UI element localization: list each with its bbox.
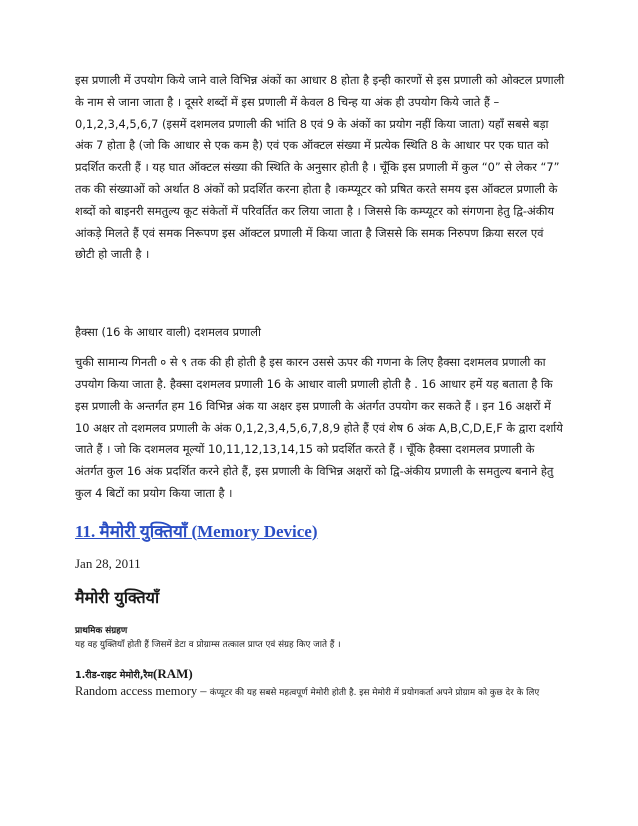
hexa-paragraph: चुकी सामान्य गिनती ० से ९ तक की ही होती है इस कारन उससे ऊपर की गणना के लिए हैक्सा दशमलव प्रणाली का उपयोग किया जाता है. हैक्सा दशमलव प्रणाली 16 के आधार वाली प्रणाली होती है . 16 आधार हमें यह बताता है कि इस प्रणाली के अन्तर्गत हम 16 विभिन्न अंक या अक्षर इस प्रणाली के अंतर्गत उपयोग कर सकते हैं । इन 16 अक्षरों में 10 अक्षर तो दशमलव प्रणाली के अंक 0,1,2,3,4,5,6,7,8,9 होते हैं एवं शेष 6 अंक A,B,C,D,E,F के द्वारा दर्शाये जाते हैं । जो कि दशमलव मूल्यों 10,11,12,13,14,15 को प्रदर्शित करते हैं । चूँकि हैक्सा दशमलव प्रणाली के अंतर्गत कुल 16 अंक प्रदर्शित करने होते हैं, इस प्रणाली के विभिन्न अक्षरों को द्वि-अंकीय प्रणाली के समतुल्य बनाने हेतु कुल 4 बिटों का प्रयोग किया जाता है । xyxy=(75,355,563,500)
ram-heading xyxy=(75,666,565,682)
ram-heading-abbr: (RAM) xyxy=(153,665,193,681)
ram-text-english: Random access memory – xyxy=(75,683,207,698)
primary-storage-heading: प्राथमिक संग्रहण xyxy=(75,625,128,636)
post-title: मैमोरी युक्तियाँ xyxy=(75,587,160,607)
octal-paragraph: इस प्रणाली में उपयोग किये जाने वाले विभिन्न अंकों का आधार 8 होता है इन्ही कारणों से इस प्रणाली को ओक्टल प्रणाली के नाम से जाना जाता है । दूसरे शब्दों में इस प्रणाली में केवल 8 चिन्ह या अंक ही उपयोग किये जाते हैं – 0,1,2,3,4,5,6,7 (इसमें दशमलव प्रणाली की भांति 8 एवं 9 के अंकों का प्रयोग नहीं किया जाता) यहाँ सबसे बड़ा अंक 7 होता है (जो कि आधार से एक कम है) एवं एक ऑक्टल संख्या में प्रत्येक स्थिति 8 के आधार पर एक घात को प्रदर्शित करती हैं । यह घात ऑक्टल संख्या की स्थिति के अनुसार होती है । चूँकि इस प्रणाली में कुल “0” से लेकर “7” तक की संख्याओं को अर्थात 8 अंकों को प्रदर्शित करना होता है ।कम्प्यूटर को प्रषित करते समय इस ऑक्टल प्रणाली के शब्दों को बाइनरी समतुल्य कूट संकेतों में परिवर्तित कर लिया जाता है । जिससे कि कम्प्यूटर को संगणना हेतु द्वि-अंकीय आंकड़े मिलते हैं एवं समक निरूपण इस ऑक्टल प्रणाली में किया जाता है जिससे कि समक निरुपण क्रिया सरल एवं छोटी हो जाती है । xyxy=(75,73,565,262)
hexa-heading: हैक्सा (16 के आधार वाली) दशमलव प्रणाली xyxy=(75,325,261,340)
document-page xyxy=(75,70,565,699)
ram-heading-hindi: 1.रीड-राइट मेमोरी,रैम xyxy=(75,669,154,681)
primary-storage-text: यह वह युक्तियाँ होती हैं जिसमें डेटा व प्रोग्राम्स तत्काल प्राप्त एवं संग्रह किए जाते हैं । xyxy=(75,639,341,650)
ram-text-hindi: कंप्यूटर की यह सबसे महत्वपूर्ण मेमोरी होती है. इस मेमोरी में प्रयोगकर्ता अपने प्रोग्राम को कुछ देर के लिए xyxy=(209,687,540,698)
ram-text xyxy=(75,684,565,699)
spacer xyxy=(75,266,565,322)
memory-device-link[interactable]: 11. मैमोरी युक्तियाँ (Memory Device) xyxy=(75,521,318,541)
post-date: Jan 28, 2011 xyxy=(75,555,141,571)
